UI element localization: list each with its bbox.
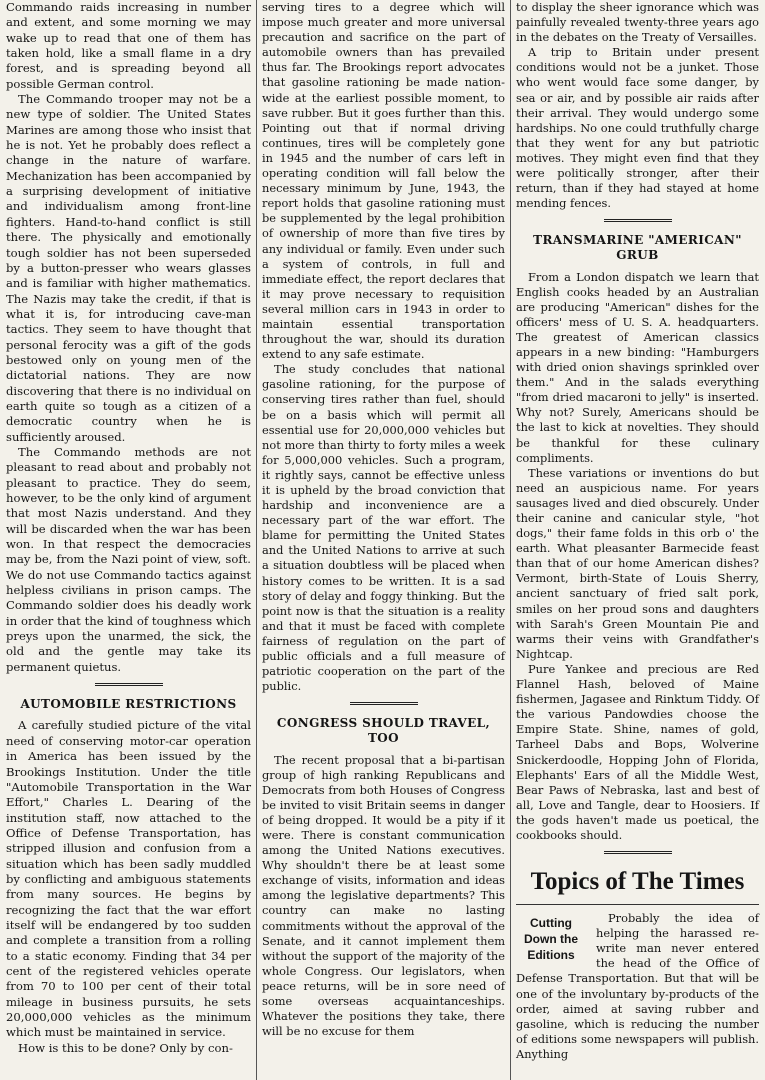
- topics-of-the-times-title: Topics of The Times: [530, 868, 745, 896]
- headline-transmarine-grub: TRANSMARINE "AMERICAN" GRUB: [533, 233, 742, 263]
- sidehead-cutting-down-editions: Cutting Down the Editions: [524, 916, 578, 963]
- paragraph: Probably the idea of helping the harassed re-write man never entered the head of the Office of Defense Transportation. But that will be one of the involuntary by-products of the order, aimed at saving rubber and gasoline, which is reducing the number of editions some newspapers will publish. Anything: [516, 911, 759, 1061]
- separator-rule: [604, 219, 672, 224]
- topic-item: [516, 911, 759, 1062]
- column-3: [516, 0, 759, 1062]
- paragraph: The recent proposal that a bi-partisan group of high ranking Republicans and Democrats from both Houses of Congress be invited to visit Britain seems in danger of being dropped. It would be a pity if it were. There is constant communication among the United Nations executives. Why shouldn't there be at least some exchange of visits, information and ideas among the legislative departments? This country can make no lasting commitments without the approval of the Senate, and it cannot implement them without the support of the majority of the whole Congress. Our legislators, when peace returns, will be in sore need of some overseas acquaintanceships. Whatever the positions they take, there will be no excuse for them: [262, 752, 505, 1039]
- paragraph: A carefully studied picture of the vital need of conserving motor-car operation in America has been issued by the Brookings Institution. Under the title "Automobile Transportation in the War Effort," Charles L. Dearing of the institution staff, now attached to the Office of Defense Transportation, has stripped illusion and confusion from a situation which has been sadly muddled by conflicting and ambiguous statements from many sources. He begins by recognizing the fact that the war effort itself will be endangered by too sudden and complete a transition from a rolling to a static economy. Finding that 34 per cent of the registered vehicles operate from 70 to 100 per cent of their total mileage in business pursuits, he sets 20,000,000 vehicles as the minimum which must be maintained in service.: [6, 718, 251, 1040]
- paragraph: A trip to Britain under present conditions would not be a junket. Those who went would face some danger, by sea or air, and by possible air raids after their arrival. They would undergo some hardships. No one could truthfully charge that they went for any but patriotic motives. They might even find that they were politically stronger, after their return, than if they had stayed at home mending fences.: [516, 45, 759, 211]
- column-2: [262, 0, 505, 1039]
- paragraph: Commando raids increasing in number and extent, and some morning we may wake up to read that one of them has taken hold, like a small flame in a dry forest, and is spreading beyond all possible German control.: [6, 0, 251, 91]
- topics-rule: [516, 904, 759, 905]
- paragraph: How is this to be done? Only by con-: [18, 1040, 233, 1055]
- separator-rule: [350, 702, 418, 707]
- separator-rule: [604, 851, 672, 856]
- paragraph: The study concludes that national gasoline rationing, for the purpose of conserving tires rather than fuel, should be on a basis which will permit all essential use for 20,000,000 vehicles but not more than thirty to forty miles a week for 5,000,000 vehicles. Such a program, it rightly says, cannot be effective unless it is upheld by the broad conviction that hardship and inconvenience are a necessary part of the war effort. The blame for permitting the United States and the United Nations to arrive at such a situation doubtless will be placed when history comes to be written. It is a sad story of delay and foggy thinking. But the point now is that the situation is a reality and that it must be faced with complete fairness of regulation on the part of public officials and a full measure of patriotic cooperation on the part of the public.: [262, 362, 505, 694]
- column-1: [6, 0, 251, 1056]
- column-rule: [256, 0, 257, 1080]
- column-rule: [510, 0, 511, 1080]
- headline-automobile-restrictions: AUTOMOBILE RESTRICTIONS: [20, 697, 237, 712]
- paragraph: From a London dispatch we learn that English cooks headed by an Australian are producing "American" dishes for the officers' mess of U. S. A. headquarters. The greatest of American classics appears in a new binding: "Hamburgers with dried onion shavings sprinkled over them." And in the salads everything "from dried macaroni to jelly" is inserted. Why not? Surely, Americans should be the last to kick at novelties. They should be thankful for these culinary compliments.: [516, 269, 759, 465]
- separator-rule: [95, 683, 163, 688]
- paragraph: The Commando trooper may not be a new type of soldier. The United States Marines are among those who insist that he is not. Yet he probably does reflect a change in the nature of warfare. Mechanization has been accompanied by a surprising development of initiative and individualism among front-line fighters. Hand-to-hand conflict is still there. The physically and emotionally tough soldier has not been superseded by a button-presser who wears glasses and is familiar with higher mathematics. The Nazis may take the credit, if that is what it is, for introducing cave-man tactics. They seem to have thought that personal ferocity was a gift of the gods bestowed only on young men of the dictatorial nations. They are now discovering that there is no individual on earth quite so tough as a citizen of a democratic country when he is sufficiently aroused.: [6, 92, 251, 444]
- paragraph: serving tires to a degree which will impose much greater and more universal precaution and sacrifice on the part of automobile owners than has prevailed thus far. The Brookings report advocates that gasoline rationing be made nation-wide at the earliest possible moment, to save rubber. But it goes further than this. Pointing out that if normal driving continues, tires will be completely gone in 1945 and the number of cars left in operating condition will fall below the necessary minimum by June, 1943, the report holds that gasoline rationing must be supplemented by the legal prohibition of ownership of more than five tires by any individual or family. Even under such a system of controls, in full and immediate effect, the report declares that it may prove necessary to requisition several million cars in 1943 in order to maintain essential transportation throughout the war, should its duration extend to any safe estimate.: [262, 0, 505, 362]
- paragraph: The Commando methods are not pleasant to read about and probably not pleasant to practice. They do seem, however, to be the only kind of argument that most Nazis understand. And they will be discarded when the war has been won. In that respect the democracies may be, from the Nazi point of view, soft. We do not use Commando tactics against helpless civilians in prison camps. The Commando soldier does his deadly work in order that the kind of toughness which preys upon the unarmed, the sick, the old and the gentle may take its permanent quietus.: [6, 444, 251, 674]
- paragraph: to display the sheer ignorance which was painfully revealed twenty-three years ago in the debates on the Treaty of Versailles.: [516, 0, 759, 45]
- headline-congress-should-travel: CONGRESS SHOULD TRAVEL, TOO: [276, 716, 491, 746]
- paragraph: These variations or inventions do but need an auspicious name. For years sausages lived and died obscurely. Under their canine and canicular style, "hot dogs," their fame folds in this orb o' the earth. What pleasanter Barmecide feast than that of our home American dishes? Vermont, birth-State of Louis Sherry, ancient sanctuary of fried salt pork, smiles on her proud sons and daughters with Sarah's Green Mountain Pie and warms their veins with Grandfather's Nightcap.: [516, 465, 759, 661]
- paragraph: Pure Yankee and precious are Red Flannel Hash, beloved of Maine fishermen, Jagasee and Rinktum Tiddy. Of the various Pandowdies choose the Empire State. Shine, names of gold, Tarheel Dabs and Bops, Wolverine Snickerdoodle, Hopping John of Florida, Elephants' Ears of all the Middle West, Bear Paws of Nebraska, last and best of all, Love and Tangle, dear to Hoosiers. If the gods haven't made us poetical, the cookbooks should.: [516, 661, 759, 842]
